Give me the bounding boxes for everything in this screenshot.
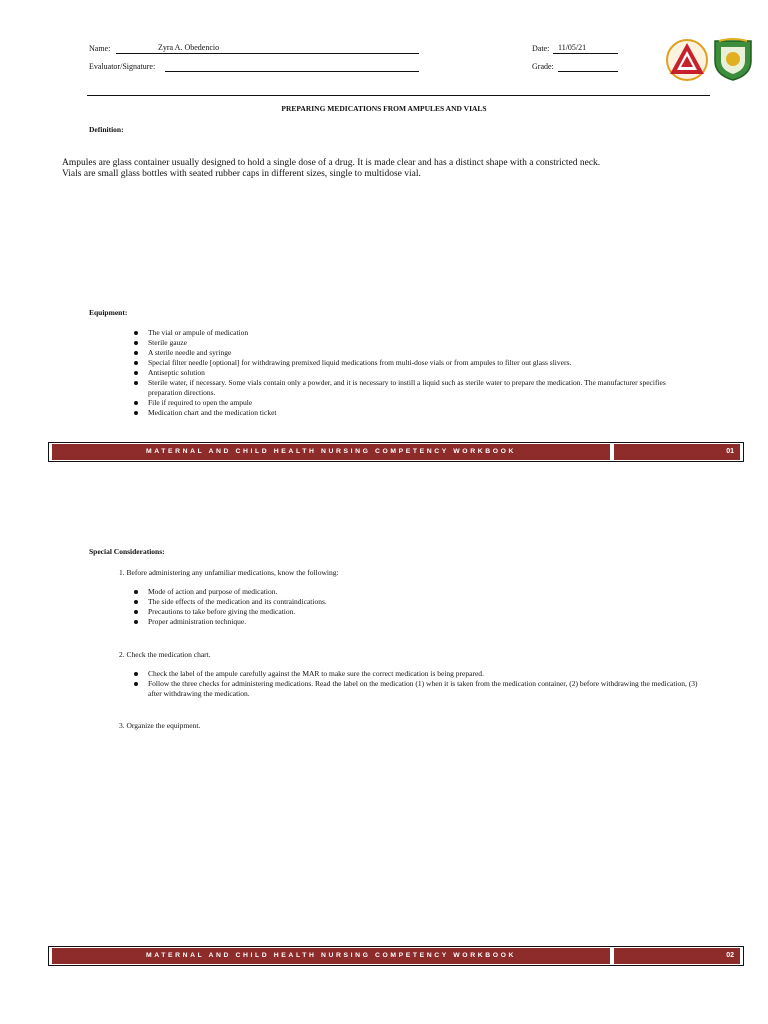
step-2: 2. Check the medication chart. [119,650,211,659]
header-divider [87,95,710,96]
step-1: 1. Before administering any unfamiliar medications, know the following: [119,568,339,577]
step-3: 3. Organize the equipment. [119,721,201,730]
list-item: Proper administration technique. [134,617,694,627]
definition-line: Ampules are glass container usually designed to hold a single dose of a drug. It is made clear and has a distinct shape with a constricted neck. [62,158,601,168]
date-field[interactable] [553,43,618,54]
name-label: Name: [89,44,111,53]
step-1-list [134,587,694,627]
page-title: PREPARING MEDICATIONS FROM AMPULES AND VIALS [281,104,487,113]
definition-line: Vials are small glass bottles with seated rubber caps in different sizes, single to multidose vial. [62,169,421,179]
equipment-list [134,328,694,418]
list-item: Check the label of the ampule carefully against the MAR to make sure the correct medication is being prepared. [134,669,704,679]
evaluator-field[interactable] [165,61,419,72]
grade-field[interactable] [558,61,618,72]
step-2-list [134,669,704,699]
definition-text [62,158,722,180]
date-value: 11/05/21 [558,43,587,52]
page-number: 02 [614,948,740,964]
list-item: Mode of action and purpose of medication. [134,587,694,597]
shield-crest-icon [713,37,753,81]
grade-label: Grade: [532,62,554,71]
definition-heading: Definition: [89,125,124,134]
list-item: The side effects of the medication and its contraindications. [134,597,694,607]
list-item: Follow the three checks for administering medications. Read the label on the medication (1) when it is taken from the medication container, (2) before withdrawing the medication, (3) after withdrawing the medication. [134,679,704,699]
list-item: File if required to open the ampule [134,398,694,408]
special-considerations-heading: Special Considerations: [89,547,165,556]
evaluator-label: Evaluator/Signature: [89,62,156,71]
name-field[interactable] [116,43,419,54]
list-item: The vial or ampule of medication [134,328,694,338]
list-item: Sterile water, if necessary. Some vials contain only a powder, and it is necessary to instill a liquid such as sterile water to prepare the medication. The manufacturer specifies preparation directions. [134,378,694,398]
date-label: Date: [532,44,550,53]
equipment-heading: Equipment: [89,308,128,317]
footer-title: MATERNAL AND CHILD HEALTH NURSING COMPETENCY WORKBOOK [52,444,610,460]
footer-title: MATERNAL AND CHILD HEALTH NURSING COMPETENCY WORKBOOK [52,948,610,964]
name-value: Zyra A. Obedencio [158,43,220,52]
list-item: Sterile gauze [134,338,694,348]
triangle-emblem-icon [665,38,709,82]
list-item: Antiseptic solution [134,368,694,378]
list-item: Medication chart and the medication ticket [134,408,694,418]
list-item: A sterile needle and syringe [134,348,694,358]
list-item: Special filter needle [optional] for withdrawing premixed liquid medications from multi-dose vials or from ampules to filter out glass slivers. [134,358,694,368]
list-item: Precautions to take before giving the medication. [134,607,694,617]
page-number: 01 [614,444,740,460]
